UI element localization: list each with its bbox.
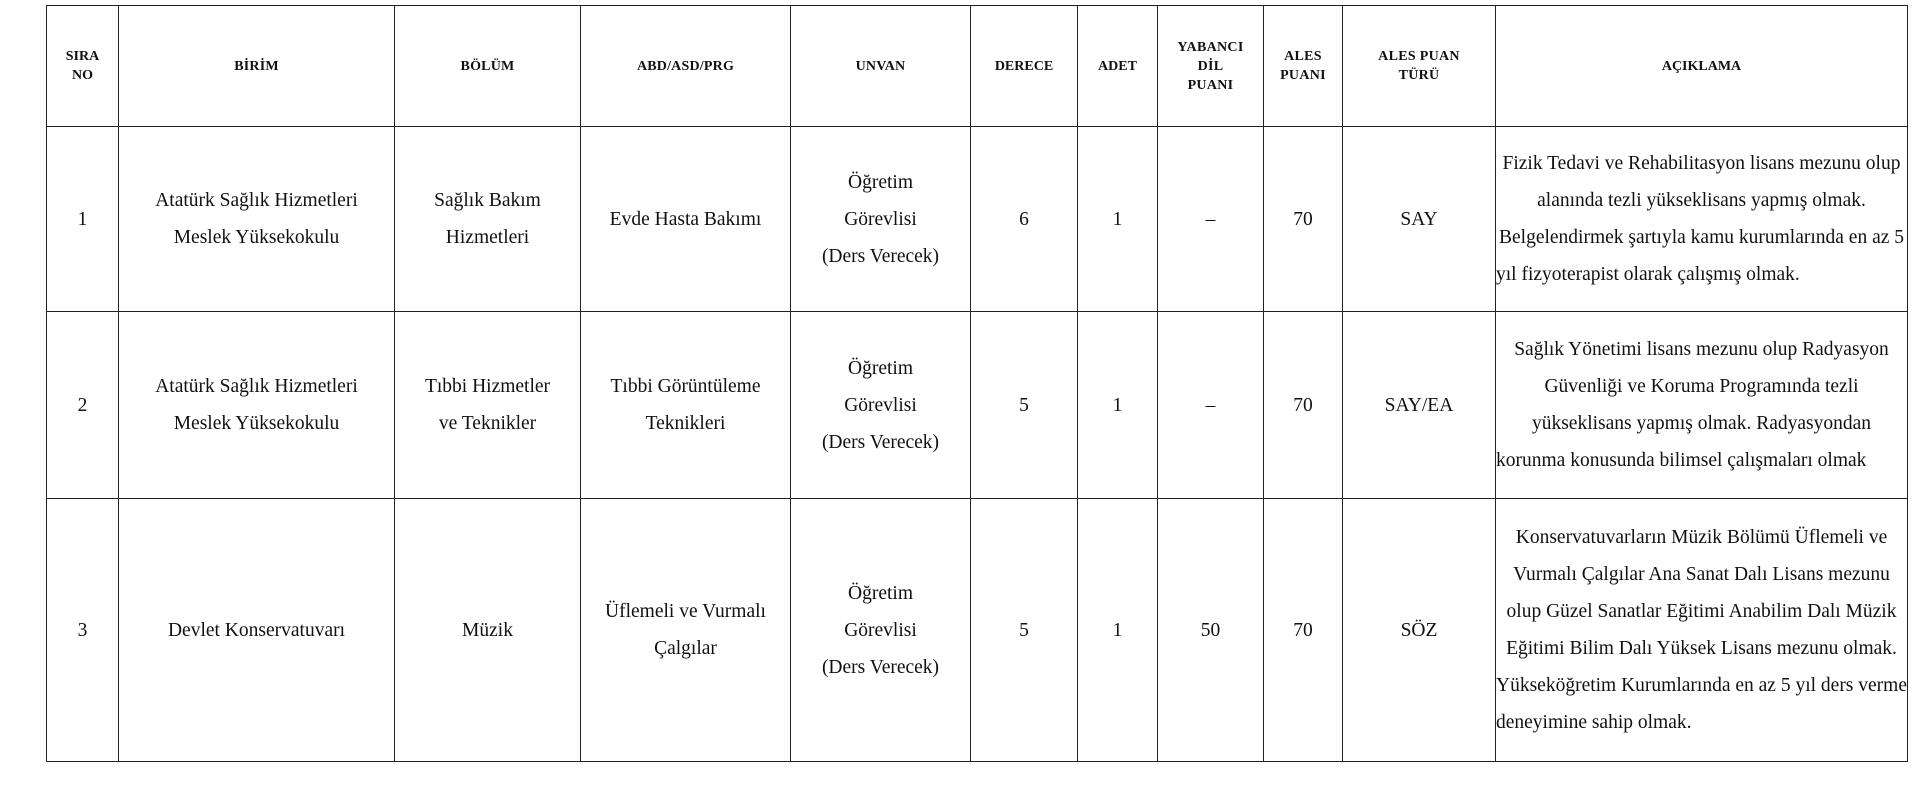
cell-bolum-line: Tıbbi Hizmetler	[424, 376, 551, 397]
header-row	[47, 6, 1908, 127]
cell-unvan-line: Öğretim	[848, 582, 913, 604]
cell-unvan-line: Öğretim	[848, 171, 913, 193]
cell-abd-line: Çalgılar	[654, 638, 717, 659]
cell-unvan-line: Görevlisi	[844, 619, 917, 641]
header-turu-line: TÜRÜ	[1398, 68, 1440, 83]
cell-unvan-line: (Ders Verecek)	[821, 245, 940, 267]
header-ales-puani	[1264, 6, 1343, 127]
header-birim: BİRİM	[119, 6, 395, 127]
cell-bolum	[395, 127, 581, 312]
cell-aciklama: Fizik Tedavi ve Rehabilitasyon lisans mezunu olup alanında tezli yükseklisans yapmış olmak. Belgelendirmek şartıyla kamu kurumlarında en az 5 yıl fizyoterapist olarak çalışmış olmak.	[1496, 127, 1908, 312]
cell-bolum-line: Sağlık Bakım	[434, 190, 541, 211]
cell-birim-line: Meslek Yüksekokulu	[173, 413, 340, 434]
cell-abd-line: Evde Hasta Bakımı	[609, 208, 762, 230]
header-sira-no	[47, 6, 119, 127]
header-ales-puan-line: ALES PUAN	[1378, 49, 1460, 64]
cell-derece: 5	[971, 312, 1078, 499]
header-dil-line: DİL	[1197, 58, 1224, 74]
cell-bolum-line: Hizmetleri	[445, 227, 530, 248]
cell-abd-line: Teknikleri	[645, 413, 726, 434]
cell-ales-puan-turu: SÖZ	[1343, 499, 1496, 762]
cell-abd	[581, 499, 791, 762]
header-yabanci-line: YABANCI	[1177, 39, 1244, 55]
cell-birim	[119, 499, 395, 762]
cell-ales-puani: 70	[1264, 312, 1343, 499]
cell-aciklama: Konservatuvarların Müzik Bölümü Üflemeli ve Vurmalı Çalgılar Ana Sanat Dalı Lisans mezunu olup Güzel Sanatlar Eğitimi Anabilim Dalı Müzik Eğitimi Bilim Dalı Yüksek Lisans mezunu olmak. Yükseköğretim Kurumlarında en az 5 yıl ders verme deneyimine sahip olmak.	[1496, 499, 1908, 762]
header-sira-line: SIRA	[65, 49, 100, 64]
cell-derece: 6	[971, 127, 1078, 312]
header-adet: ADET	[1078, 6, 1158, 127]
cell-adet: 1	[1078, 312, 1158, 499]
header-bolum: BÖLÜM	[395, 6, 581, 127]
cell-birim-line: Meslek Yüksekokulu	[173, 227, 340, 248]
cell-abd-line: Üflemeli ve Vurmalı	[605, 601, 766, 622]
cell-unvan	[791, 127, 971, 312]
cell-unvan	[791, 312, 971, 499]
cell-unvan-line: Öğretim	[848, 357, 913, 379]
header-puani-line: PUANI	[1187, 77, 1234, 93]
cell-birim-line: Devlet Konservatuvarı	[167, 619, 346, 641]
header-unvan: UNVAN	[791, 6, 971, 127]
cell-ales-puani: 70	[1264, 499, 1343, 762]
cell-bolum	[395, 312, 581, 499]
header-ales-puan-turu	[1343, 6, 1496, 127]
cell-birim-line: Atatürk Sağlık Hizmetleri	[155, 190, 358, 211]
table-row	[47, 127, 1908, 312]
cell-bolum-line: Müzik	[462, 619, 513, 641]
header-no-line: NO	[72, 68, 93, 83]
cell-unvan-line: (Ders Verecek)	[821, 656, 940, 678]
positions-table	[46, 5, 1908, 762]
header-ales-puani-line: PUANI	[1280, 68, 1326, 83]
cell-bolum-line: ve Teknikler	[438, 413, 537, 434]
header-derece: DERECE	[971, 6, 1078, 127]
cell-bolum	[395, 499, 581, 762]
cell-yabanci-dil: –	[1158, 127, 1264, 312]
cell-birim	[119, 312, 395, 499]
cell-sira: 3	[47, 499, 119, 762]
cell-adet: 1	[1078, 499, 1158, 762]
table-row	[47, 312, 1908, 499]
cell-abd	[581, 312, 791, 499]
cell-derece: 5	[971, 499, 1078, 762]
header-abd: ABD/ASD/PRG	[581, 6, 791, 127]
header-yabanci-dil-puani	[1158, 6, 1264, 127]
header-aciklama: AÇIKLAMA	[1496, 6, 1908, 127]
cell-aciklama: Sağlık Yönetimi lisans mezunu olup Radyasyon Güvenliği ve Koruma Programında tezli yükseklisans yapmış olmak. Radyasyondan korunma konusunda bilimsel çalışmaları olmak	[1496, 312, 1908, 499]
cell-adet: 1	[1078, 127, 1158, 312]
cell-ales-puani: 70	[1264, 127, 1343, 312]
header-ales-line: ALES	[1284, 49, 1322, 64]
cell-sira: 1	[47, 127, 119, 312]
cell-unvan	[791, 499, 971, 762]
cell-ales-puan-turu: SAY/EA	[1343, 312, 1496, 499]
cell-birim-line: Atatürk Sağlık Hizmetleri	[155, 376, 358, 397]
cell-birim	[119, 127, 395, 312]
cell-unvan-line: Görevlisi	[844, 208, 917, 230]
cell-ales-puan-turu: SAY	[1343, 127, 1496, 312]
cell-sira: 2	[47, 312, 119, 499]
cell-yabanci-dil: –	[1158, 312, 1264, 499]
cell-abd	[581, 127, 791, 312]
table-row	[47, 499, 1908, 762]
cell-yabanci-dil: 50	[1158, 499, 1264, 762]
cell-unvan-line: Görevlisi	[844, 394, 917, 416]
cell-abd-line: Tıbbi Görüntüleme	[610, 376, 761, 397]
cell-unvan-line: (Ders Verecek)	[821, 431, 940, 453]
